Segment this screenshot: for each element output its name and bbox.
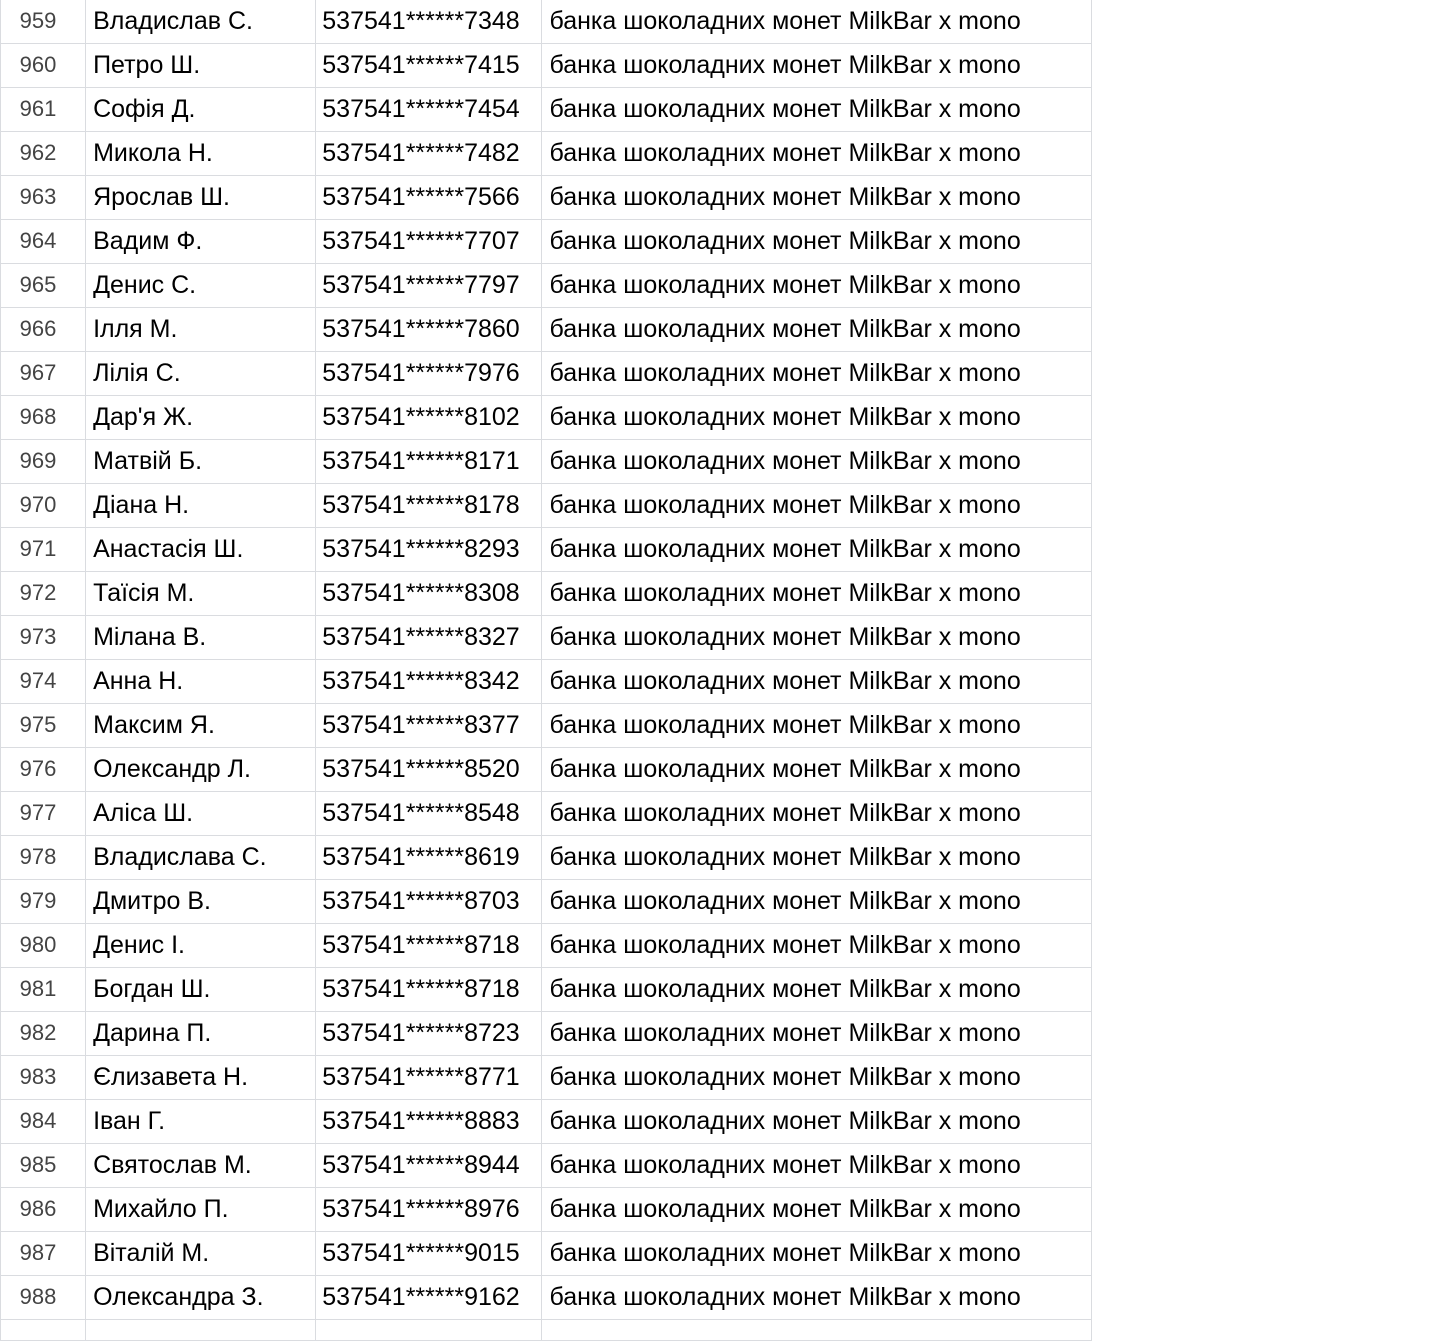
row-number[interactable]: 964	[1, 220, 86, 264]
card-number-cell[interactable]: 537541******7454	[316, 88, 542, 132]
prize-cell[interactable]: банка шоколадних монет MilkBar x mono	[542, 792, 1092, 836]
table-row	[1, 264, 1092, 308]
table-row	[1, 660, 1092, 704]
prize-cell[interactable]: банка шоколадних монет MilkBar x mono	[542, 352, 1092, 396]
card-number-cell[interactable]: 537541******7566	[316, 176, 542, 220]
row-number[interactable]: 973	[1, 616, 86, 660]
card-number-cell[interactable]: 537541******8718	[316, 968, 542, 1012]
card-number-cell[interactable]: 537541******8293	[316, 528, 542, 572]
table-row	[1, 220, 1092, 264]
row-number[interactable]: 977	[1, 792, 86, 836]
name-cell[interactable]: Денис І.	[86, 924, 316, 968]
card-number-cell[interactable]	[316, 1320, 542, 1341]
prize-cell[interactable]: банка шоколадних монет MilkBar x mono	[542, 968, 1092, 1012]
prize-cell[interactable]: банка шоколадних монет MilkBar x mono	[542, 836, 1092, 880]
row-number[interactable]: 985	[1, 1144, 86, 1188]
row-number[interactable]: 988	[1, 1276, 86, 1320]
name-cell[interactable]: Дмитро В.	[86, 880, 316, 924]
name-cell[interactable]: Петро Ш.	[86, 44, 316, 88]
card-number-cell[interactable]: 537541******8102	[316, 396, 542, 440]
table-row	[1, 1188, 1092, 1232]
row-number[interactable]: 961	[1, 88, 86, 132]
name-cell[interactable]: Діана Н.	[86, 484, 316, 528]
card-number-cell[interactable]: 537541******8883	[316, 1100, 542, 1144]
table-row	[1, 1100, 1092, 1144]
table-row	[1, 1276, 1092, 1320]
card-number-cell[interactable]: 537541******8703	[316, 880, 542, 924]
name-cell[interactable]: Дар'я Ж.	[86, 396, 316, 440]
prize-cell[interactable]: банка шоколадних монет MilkBar x mono	[542, 440, 1092, 484]
name-cell[interactable]: Вадим Ф.	[86, 220, 316, 264]
card-number-cell[interactable]: 537541******8718	[316, 924, 542, 968]
name-cell[interactable]: Іван Г.	[86, 1100, 316, 1144]
prize-cell[interactable]: банка шоколадних монет MilkBar x mono	[542, 0, 1092, 44]
row-number[interactable]: 983	[1, 1056, 86, 1100]
card-number-cell[interactable]: 537541******8377	[316, 704, 542, 748]
table-row	[1, 1232, 1092, 1276]
row-number[interactable]: 982	[1, 1012, 86, 1056]
table-row	[1, 1056, 1092, 1100]
prize-cell[interactable]: банка шоколадних монет MilkBar x mono	[542, 704, 1092, 748]
card-number-cell[interactable]: 537541******9015	[316, 1232, 542, 1276]
table-row	[1, 176, 1092, 220]
name-cell[interactable]: Владислав С.	[86, 0, 316, 44]
prize-cell[interactable]: банка шоколадних монет MilkBar x mono	[542, 1012, 1092, 1056]
prize-cell[interactable]: банка шоколадних монет MilkBar x mono	[542, 924, 1092, 968]
row-number[interactable]: 981	[1, 968, 86, 1012]
row-number[interactable]: 984	[1, 1100, 86, 1144]
table-row	[1, 396, 1092, 440]
name-cell[interactable]: Владислава С.	[86, 836, 316, 880]
prize-cell[interactable]: банка шоколадних монет MilkBar x mono	[542, 880, 1092, 924]
card-number-cell[interactable]: 537541******8548	[316, 792, 542, 836]
table-row	[1, 792, 1092, 836]
card-number-cell[interactable]: 537541******8308	[316, 572, 542, 616]
grid-body	[1, 0, 1092, 1341]
name-cell[interactable]	[86, 1320, 316, 1341]
card-number-cell[interactable]: 537541******8723	[316, 1012, 542, 1056]
prize-cell[interactable]: банка шоколадних монет MilkBar x mono	[542, 748, 1092, 792]
name-cell[interactable]: Микола Н.	[86, 132, 316, 176]
card-number-cell[interactable]: 537541******8619	[316, 836, 542, 880]
table-row	[1, 0, 1092, 44]
card-number-cell[interactable]: 537541******7482	[316, 132, 542, 176]
row-number[interactable]: 978	[1, 836, 86, 880]
prize-cell[interactable]: банка шоколадних монет MilkBar x mono	[542, 264, 1092, 308]
name-cell[interactable]: Віталій М.	[86, 1232, 316, 1276]
row-number[interactable]: 962	[1, 132, 86, 176]
table-row	[1, 924, 1092, 968]
prize-cell[interactable]: банка шоколадних монет MilkBar x mono	[542, 308, 1092, 352]
card-number-cell[interactable]: 537541******8178	[316, 484, 542, 528]
table-row	[1, 748, 1092, 792]
card-number-cell[interactable]: 537541******8976	[316, 1188, 542, 1232]
row-number[interactable]: 986	[1, 1188, 86, 1232]
prize-cell[interactable]: банка шоколадних монет MilkBar x mono	[542, 176, 1092, 220]
row-number[interactable]: 975	[1, 704, 86, 748]
name-cell[interactable]: Таїсія М.	[86, 572, 316, 616]
table-row	[1, 968, 1092, 1012]
name-cell[interactable]: Лілія С.	[86, 352, 316, 396]
name-cell[interactable]: Єлизавета Н.	[86, 1056, 316, 1100]
name-cell[interactable]: Аліса Ш.	[86, 792, 316, 836]
name-cell[interactable]: Дарина П.	[86, 1012, 316, 1056]
name-cell[interactable]: Ілля М.	[86, 308, 316, 352]
row-number[interactable]: 971	[1, 528, 86, 572]
prize-cell[interactable]: банка шоколадних монет MilkBar x mono	[542, 44, 1092, 88]
prize-cell[interactable]	[542, 1320, 1092, 1341]
table-row	[1, 880, 1092, 924]
table-row	[1, 44, 1092, 88]
prize-cell[interactable]: банка шоколадних монет MilkBar x mono	[542, 1056, 1092, 1100]
row-number[interactable]: 972	[1, 572, 86, 616]
name-cell[interactable]: Анна Н.	[86, 660, 316, 704]
name-cell[interactable]: Олександр Л.	[86, 748, 316, 792]
prize-cell[interactable]: банка шоколадних монет MilkBar x mono	[542, 572, 1092, 616]
table-row	[1, 88, 1092, 132]
row-number[interactable]: 969	[1, 440, 86, 484]
table-row	[1, 308, 1092, 352]
row-number[interactable]: 970	[1, 484, 86, 528]
prize-cell[interactable]: банка шоколадних монет MilkBar x mono	[542, 88, 1092, 132]
prize-cell[interactable]: банка шоколадних монет MilkBar x mono	[542, 616, 1092, 660]
row-number[interactable]	[1, 1320, 86, 1341]
card-number-cell[interactable]: 537541******7707	[316, 220, 542, 264]
table-row	[1, 132, 1092, 176]
prize-cell[interactable]: банка шоколадних монет MilkBar x mono	[542, 660, 1092, 704]
table-row	[1, 440, 1092, 484]
card-number-cell[interactable]: 537541******7976	[316, 352, 542, 396]
card-number-cell[interactable]: 537541******8327	[316, 616, 542, 660]
table-row	[1, 1144, 1092, 1188]
prize-cell[interactable]: банка шоколадних монет MilkBar x mono	[542, 220, 1092, 264]
row-number[interactable]: 966	[1, 308, 86, 352]
prize-cell[interactable]: банка шоколадних монет MilkBar x mono	[542, 484, 1092, 528]
prize-cell[interactable]: банка шоколадних монет MilkBar x mono	[542, 1100, 1092, 1144]
table-row	[1, 1012, 1092, 1056]
card-number-cell[interactable]: 537541******8944	[316, 1144, 542, 1188]
row-number[interactable]: 963	[1, 176, 86, 220]
table-row	[1, 572, 1092, 616]
prize-cell[interactable]: банка шоколадних монет MilkBar x mono	[542, 528, 1092, 572]
name-cell[interactable]: Денис С.	[86, 264, 316, 308]
row-number[interactable]: 979	[1, 880, 86, 924]
card-number-cell[interactable]: 537541******7348	[316, 0, 542, 44]
card-number-cell[interactable]: 537541******9162	[316, 1276, 542, 1320]
card-number-cell[interactable]: 537541******8771	[316, 1056, 542, 1100]
row-number[interactable]: 987	[1, 1232, 86, 1276]
table-row-partial	[1, 1320, 1092, 1341]
row-number[interactable]: 960	[1, 44, 86, 88]
row-number[interactable]: 974	[1, 660, 86, 704]
name-cell[interactable]: Софія Д.	[86, 88, 316, 132]
table-row	[1, 836, 1092, 880]
table-row	[1, 352, 1092, 396]
card-number-cell[interactable]: 537541******8520	[316, 748, 542, 792]
row-number[interactable]: 980	[1, 924, 86, 968]
row-number[interactable]: 976	[1, 748, 86, 792]
name-cell[interactable]: Олександра З.	[86, 1276, 316, 1320]
card-number-cell[interactable]: 537541******8342	[316, 660, 542, 704]
prize-cell[interactable]: банка шоколадних монет MilkBar x mono	[542, 1232, 1092, 1276]
table-row	[1, 704, 1092, 748]
card-number-cell[interactable]: 537541******7797	[316, 264, 542, 308]
name-cell[interactable]: Богдан Ш.	[86, 968, 316, 1012]
name-cell[interactable]: Михайло П.	[86, 1188, 316, 1232]
name-cell[interactable]: Мілана В.	[86, 616, 316, 660]
table-row	[1, 616, 1092, 660]
name-cell[interactable]: Максим Я.	[86, 704, 316, 748]
row-number[interactable]: 959	[1, 0, 86, 44]
card-number-cell[interactable]: 537541******8171	[316, 440, 542, 484]
name-cell[interactable]: Анастасія Ш.	[86, 528, 316, 572]
table-row	[1, 528, 1092, 572]
prize-cell[interactable]: банка шоколадних монет MilkBar x mono	[542, 132, 1092, 176]
prize-cell[interactable]: банка шоколадних монет MilkBar x mono	[542, 396, 1092, 440]
name-cell[interactable]: Святослав М.	[86, 1144, 316, 1188]
table-row	[1, 484, 1092, 528]
card-number-cell[interactable]: 537541******7415	[316, 44, 542, 88]
prize-cell[interactable]: банка шоколадних монет MilkBar x mono	[542, 1144, 1092, 1188]
row-number[interactable]: 965	[1, 264, 86, 308]
row-number[interactable]: 967	[1, 352, 86, 396]
card-number-cell[interactable]: 537541******7860	[316, 308, 542, 352]
row-number[interactable]: 968	[1, 396, 86, 440]
name-cell[interactable]: Ярослав Ш.	[86, 176, 316, 220]
prize-cell[interactable]: банка шоколадних монет MilkBar x mono	[542, 1188, 1092, 1232]
prize-cell[interactable]: банка шоколадних монет MilkBar x mono	[542, 1276, 1092, 1320]
name-cell[interactable]: Матвій Б.	[86, 440, 316, 484]
